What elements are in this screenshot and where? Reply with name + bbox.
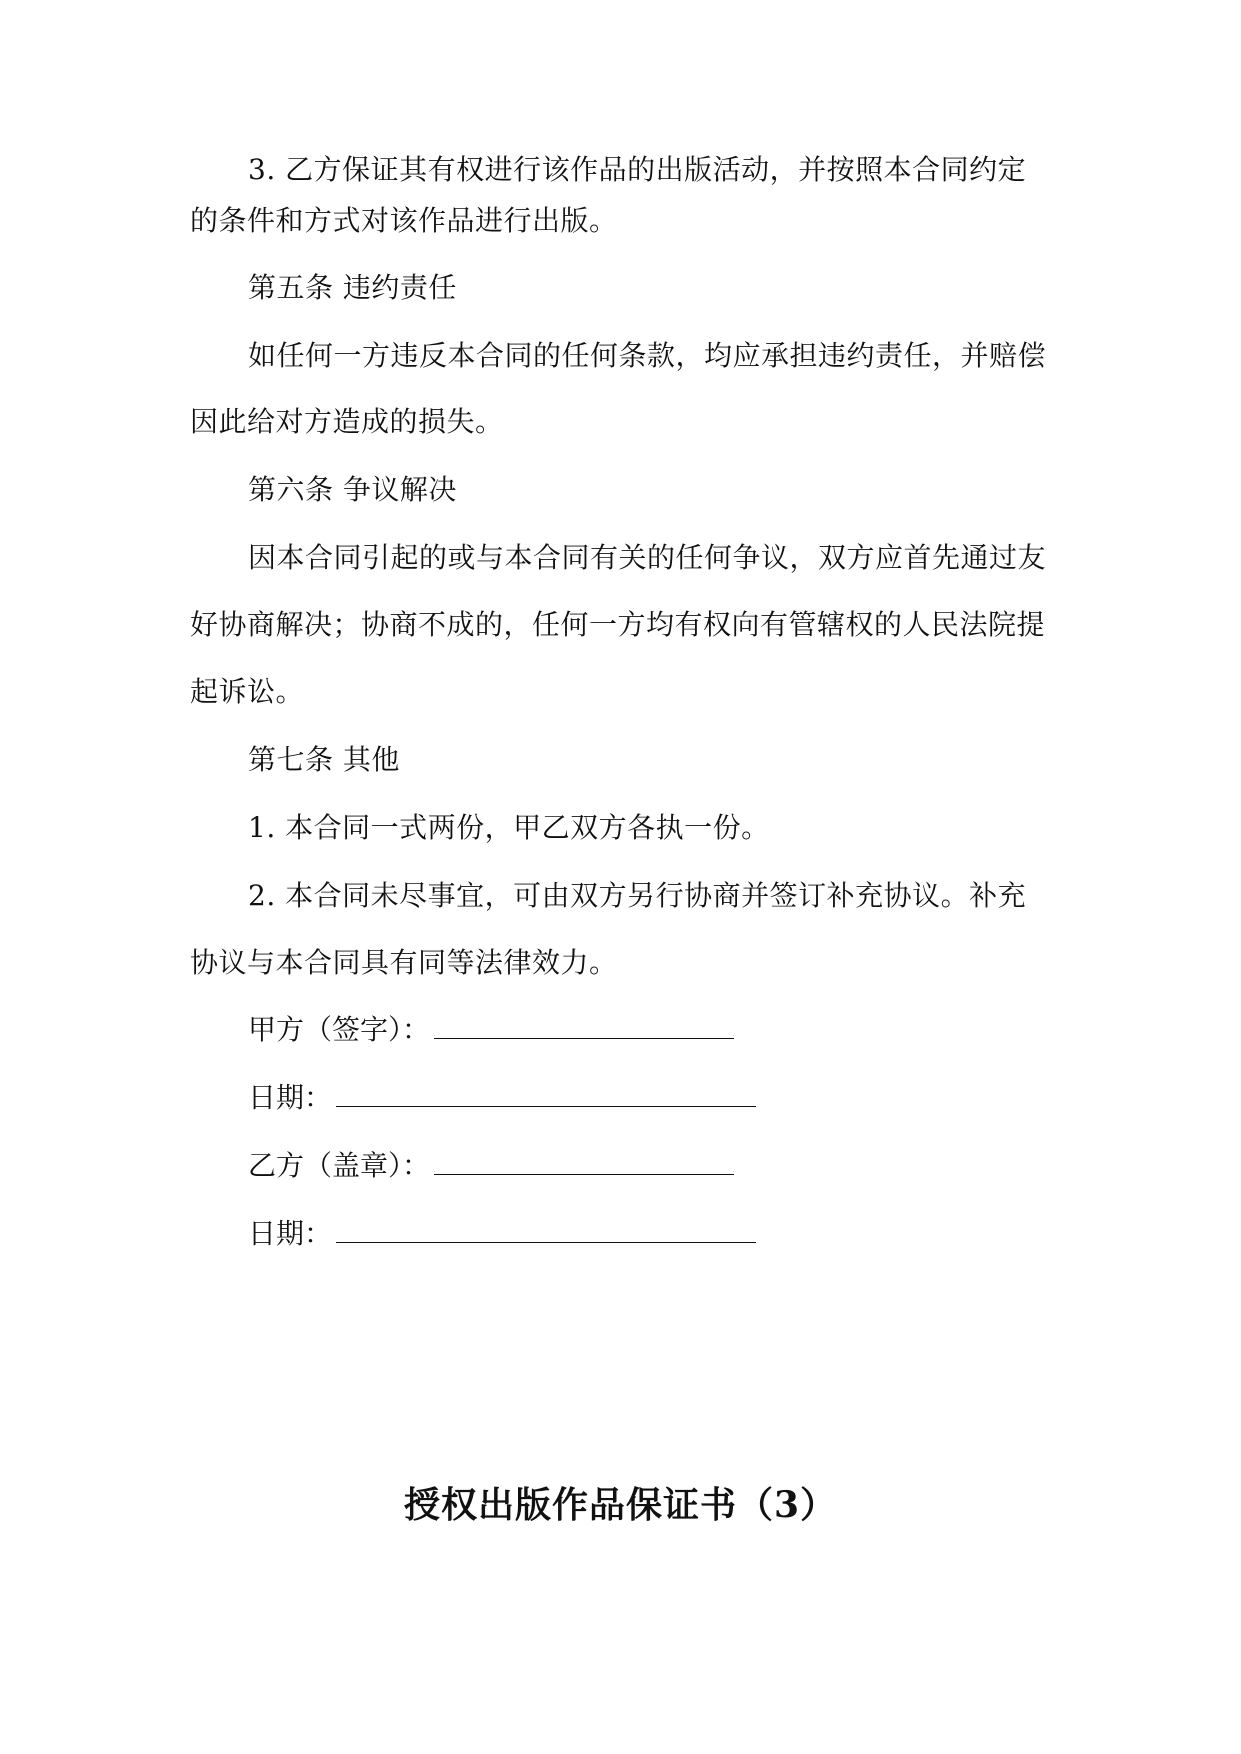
party-b-seal-blank[interactable] xyxy=(434,1146,734,1175)
article-7-item-2-line-1: 2. 本合同未尽事宜，可由双方另行协商并签订补充协议。补充 xyxy=(248,879,1027,912)
article-7-item-1: 1. 本合同一式两份，甲乙双方各执一份。 xyxy=(248,811,770,844)
clause-4-3-line-1: 3. 乙方保证其有权进行该作品的出版活动，并按照本合同约定 xyxy=(248,153,1027,186)
party-b-date-label: 日期： xyxy=(248,1217,333,1250)
article-5-line-2: 因此给对方造成的损失。 xyxy=(190,405,504,438)
article-6-line-3: 起诉讼。 xyxy=(190,675,305,708)
party-b-date-line xyxy=(248,1214,756,1254)
party-b-seal-line xyxy=(248,1146,734,1186)
clause-4-3-line-2: 的条件和方式对该作品进行出版。 xyxy=(190,204,618,237)
party-a-date-label: 日期： xyxy=(248,1081,333,1114)
party-a-date-blank[interactable] xyxy=(336,1078,756,1107)
party-a-date-line xyxy=(248,1078,756,1118)
party-b-date-blank[interactable] xyxy=(336,1214,756,1243)
article-7-item-2-line-2: 协议与本合同具有同等法律效力。 xyxy=(190,946,618,979)
article-6-heading: 第六条 争议解决 xyxy=(248,473,457,506)
party-a-signature-line xyxy=(248,1010,734,1050)
article-7-heading: 第七条 其他 xyxy=(248,743,400,776)
article-5-heading: 第五条 违约责任 xyxy=(248,271,457,304)
party-a-signature-blank[interactable] xyxy=(434,1010,734,1039)
party-a-signature-label: 甲方（签字）： xyxy=(248,1013,431,1046)
next-section-title: 授权出版作品保证书（3） xyxy=(403,1484,838,1526)
article-6-line-2: 好协商解决；协商不成的，任何一方均有权向有管辖权的人民法院提 xyxy=(190,608,1046,641)
article-5-line-1: 如任何一方违反本合同的任何条款，均应承担违约责任，并赔偿 xyxy=(248,339,1047,372)
article-6-line-1: 因本合同引起的或与本合同有关的任何争议，双方应首先通过友 xyxy=(248,541,1047,574)
party-b-seal-label: 乙方（盖章）： xyxy=(248,1149,431,1182)
